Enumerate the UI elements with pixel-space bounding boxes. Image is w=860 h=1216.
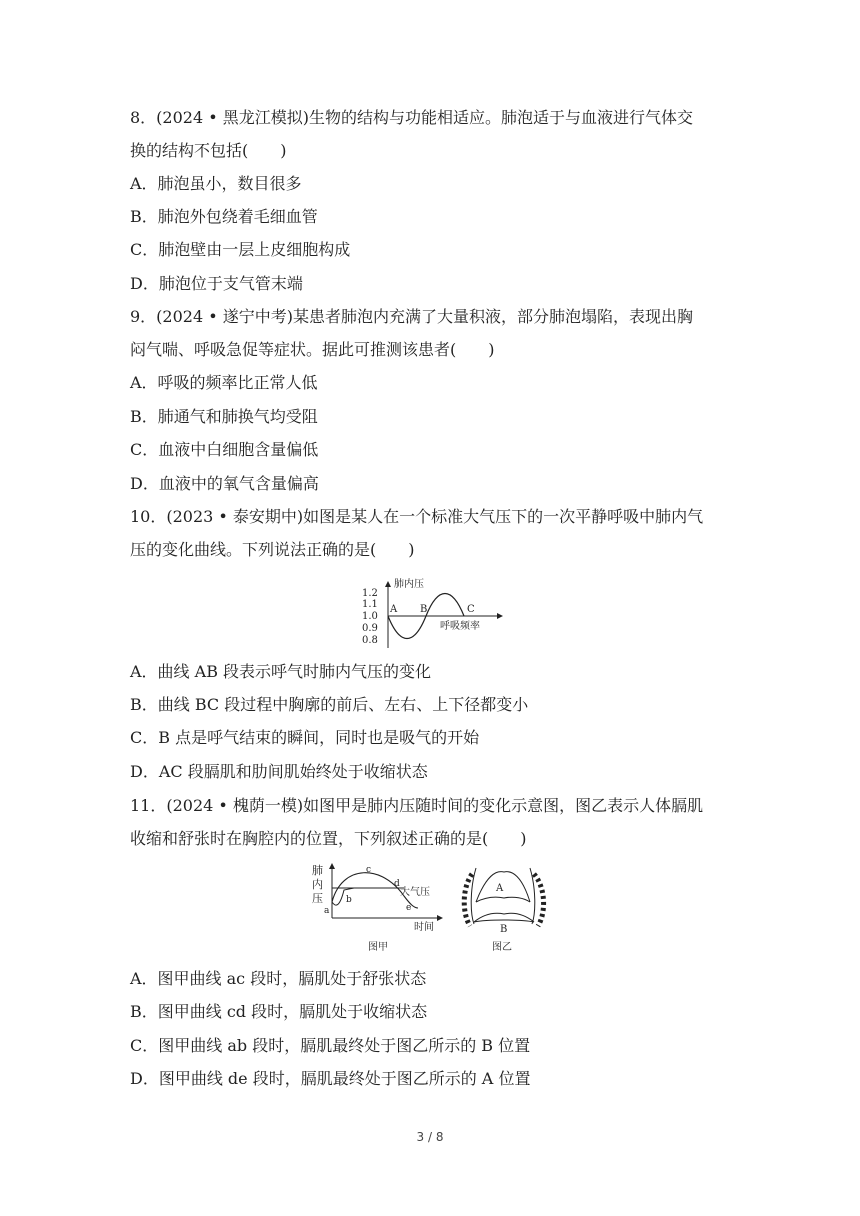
fig-a-curve-label: 大气压: [400, 887, 430, 898]
q11-figure-b: [458, 858, 558, 955]
fig-a-y-label-char-3: 压: [312, 892, 323, 905]
q10-pressure-svg: [360, 576, 510, 651]
q9-stem-line2: 闷气喘、呼吸急促等症状。据此可推测该患者( ): [130, 340, 495, 359]
q8-option-a: A．肺泡虽小，数目很多: [130, 174, 302, 193]
point-b-label: B: [420, 604, 428, 615]
q11-stem-line2: 收缩和舒张时在胸腔内的位置，下列叙述正确的是( ): [130, 829, 527, 848]
q10-stem-line1: 10．(2023 • 泰安期中)如图是某人在一个标准大气压下的一次平静呼吸中肺内气: [130, 507, 704, 526]
q11-figure-b-svg: [458, 858, 558, 955]
point-a-label: A: [390, 604, 398, 615]
y-tick-1.2: 1.2: [362, 588, 378, 599]
fig-a-point-c: c: [366, 865, 372, 875]
q10-option-a: A．曲线 AB 段表示呼气时肺内气压的变化: [130, 662, 432, 681]
page-number: 3 / 8: [416, 1130, 444, 1144]
q10-pressure-figure: [360, 576, 510, 651]
fig-a-point-a: a: [324, 906, 330, 916]
diaphragm-position-a-base: [476, 897, 530, 902]
q10-stem-line2: 压的变化曲线。下列说法正确的是( ): [130, 540, 415, 559]
fig-a-caption: 图甲: [368, 942, 388, 953]
q11-stem-line1: 11．(2024 • 槐荫一模)如图甲是肺内压随时间的变化示意图，图乙表示人体膈肌: [130, 796, 704, 815]
q8-option-d: D．肺泡位于支气管末端: [130, 274, 303, 293]
q9-option-c: C．血液中白细胞含量偏低: [130, 440, 319, 459]
fig-a-x-axis-label: 时间: [414, 922, 434, 933]
fig-b-label-a: A: [496, 883, 504, 894]
q11-option-b: B．图甲曲线 cd 段时，膈肌处于收缩状态: [130, 1002, 428, 1021]
q11-option-d: D．图甲曲线 de 段时，膈肌最终处于图乙所示的 A 位置: [130, 1069, 531, 1088]
q9-option-d: D．血液中的氧气含量偏高: [130, 474, 319, 493]
q11-option-a: A．图甲曲线 ac 段时，膈肌处于舒张状态: [130, 969, 427, 988]
q8-stem-line2: 换的结构不包括( ): [130, 141, 287, 160]
fig-a-point-e: e: [406, 903, 412, 913]
q10-option-d: D．AC 段膈肌和肋间肌始终处于收缩状态: [130, 762, 428, 781]
q9-stem-line1: 9．(2024 • 遂宁中考)某患者肺泡内充满了大量积液，部分肺泡塌陷，表现出胸: [130, 307, 693, 326]
q9-option-a: A．呼吸的频率比正常人低: [130, 373, 318, 392]
y-tick-0.8: 0.8: [362, 635, 378, 646]
q8-stem-line1: 8．(2024 • 黑龙江模拟)生物的结构与功能相适应。肺泡适于与血液进行气体交: [130, 108, 693, 127]
fig-b-label-b: B: [500, 924, 508, 935]
fig-a-point-d: d: [394, 879, 400, 889]
fig-a-y-label-char-2: 内: [312, 878, 323, 891]
q11-option-c: C．图甲曲线 ab 段时，膈肌最终处于图乙所示的 B 位置: [130, 1036, 531, 1055]
q8-option-c: C．肺泡壁由一层上皮细胞构成: [130, 240, 351, 259]
q11-figure-a: [310, 860, 450, 955]
fig-a-y-label-char-1: 肺: [312, 864, 323, 877]
x-axis-label: 呼吸频率: [440, 621, 480, 632]
rib-cage-right: [534, 874, 544, 926]
y-tick-0.9: 0.9: [362, 623, 378, 634]
diaphragm-position-b-base: [474, 920, 534, 922]
q10-option-c: C．B 点是呼气结束的瞬间，同时也是吸气的开始: [130, 728, 480, 747]
q11-figure-a-svg: [310, 860, 450, 955]
y-tick-1.1: 1.1: [362, 599, 378, 610]
y-axis-label: 肺内压: [394, 579, 424, 590]
q9-option-b: B．肺通气和肺换气均受阻: [130, 407, 318, 426]
y-tick-1.0: 1.0: [362, 611, 378, 622]
fig-b-caption: 图乙: [492, 942, 512, 953]
fig-a-point-b: b: [346, 895, 352, 905]
q8-option-b: B．肺泡外包绕着毛细血管: [130, 207, 318, 226]
point-c-label: C: [467, 604, 475, 615]
q10-option-b: B．曲线 BC 段过程中胸廓的前后、左右、上下径都变小: [130, 695, 529, 714]
